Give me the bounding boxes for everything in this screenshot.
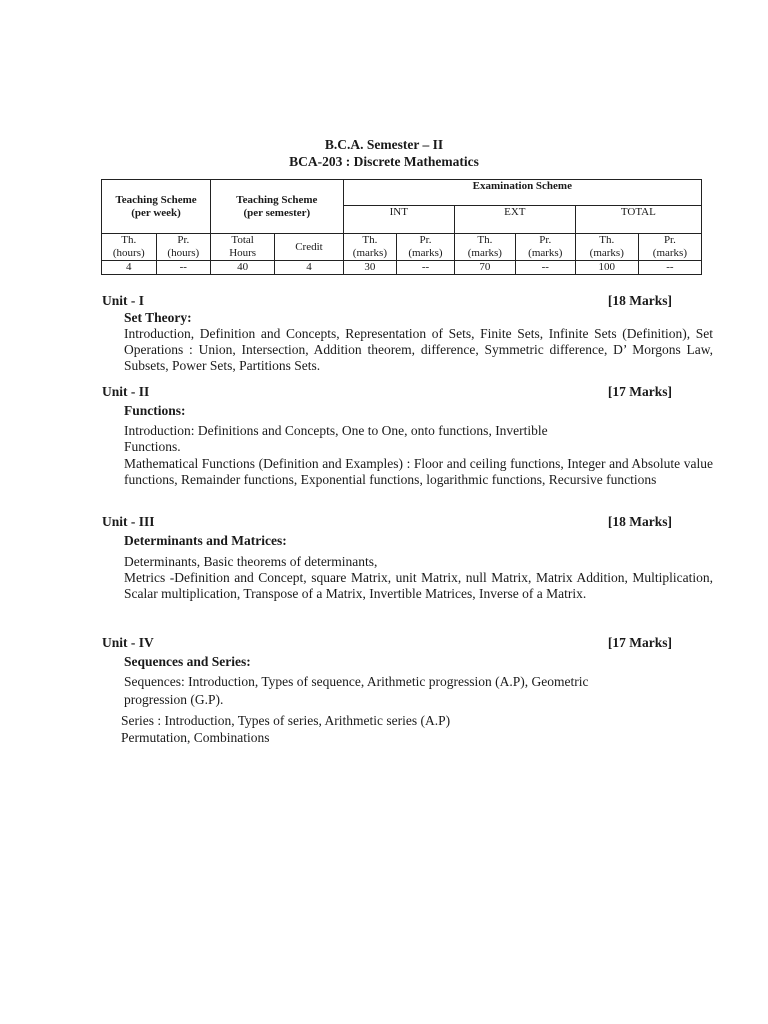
exam-scheme-header: Examination Scheme: [343, 180, 701, 206]
col-credit: Credit: [275, 234, 343, 261]
value-cell: --: [156, 261, 211, 275]
unit-4-line: Series : Introduction, Types of series, Arithmetic series (A.P): [121, 713, 451, 728]
scheme-table: [101, 179, 702, 275]
int-header: INT: [343, 206, 454, 234]
semester-title: B.C.A. Semester – II: [324, 137, 444, 152]
col-ext-th: Th. (marks): [454, 234, 515, 261]
unit-marks: [18 Marks]: [607, 514, 672, 529]
teaching-week-header: Teaching Scheme (per week): [102, 180, 211, 234]
unit-4-line: Permutation, Combinations: [121, 730, 270, 745]
total-header: TOTAL: [575, 206, 701, 234]
unit-3-topic: Determinants and Matrices:: [124, 533, 287, 548]
col-int-pr: Pr. (marks): [397, 234, 455, 261]
col-total-th: Th. (marks): [575, 234, 638, 261]
course-title: BCA-203 : Discrete Mathematics: [289, 154, 479, 169]
col-total-pr: Pr. (marks): [638, 234, 701, 261]
value-cell: 100: [575, 261, 638, 275]
unit-2-content: Mathematical Functions (Definition and Examples) : Floor and ceiling functions, Integer and Absolute value functions, Remainder functions, Exponential functions, logarithmic functions, Recursive functions: [124, 456, 713, 488]
col-int-th: Th. (marks): [343, 234, 396, 261]
unit-2-line: Introduction: Definitions and Concepts, One to One, onto functions, Invertible: [124, 423, 548, 438]
col-total-hours: Total Hours: [211, 234, 275, 261]
unit-3-line: Determinants, Basic theorems of determinants,: [124, 554, 378, 569]
ext-header: EXT: [454, 206, 575, 234]
unit-2-topic: Functions:: [124, 403, 186, 418]
value-cell: 4: [275, 261, 343, 275]
col-pr-hours: Pr. (hours): [156, 234, 211, 261]
unit-4-line: Sequences: Introduction, Types of sequence, Arithmetic progression (A.P), Geometric: [124, 674, 589, 689]
value-cell: 30: [343, 261, 396, 275]
value-cell: 4: [102, 261, 157, 275]
col-ext-pr: Pr. (marks): [515, 234, 575, 261]
unit-title: Unit - III: [102, 514, 155, 529]
unit-title: Unit - I: [102, 293, 145, 308]
unit-1-topic: Set Theory:: [124, 310, 192, 325]
col-th-hours: Th. (hours): [102, 234, 157, 261]
unit-3-heading: [102, 514, 672, 530]
unit-2-line: Functions.: [124, 439, 181, 454]
unit-3-content: Metrics -Definition and Concept, square Matrix, unit Matrix, null Matrix, Matrix Addition, Multiplication, Scalar multiplication, Transpose of a Matrix, Invertible Matrices, Inverse of a Matrix.: [124, 570, 713, 602]
value-cell: 70: [454, 261, 515, 275]
teaching-semester-header: Teaching Scheme (per semester): [211, 180, 344, 234]
unit-marks: [17 Marks]: [607, 384, 672, 399]
unit-2-heading: [102, 384, 672, 400]
unit-marks: [17 Marks]: [607, 635, 672, 650]
unit-marks: [18 Marks]: [607, 293, 672, 308]
unit-title: Unit - IV: [102, 635, 154, 650]
unit-title: Unit - II: [102, 384, 150, 399]
unit-4-heading: [102, 635, 672, 651]
unit-4-topic: Sequences and Series:: [124, 654, 251, 669]
unit-1-heading: [102, 293, 672, 309]
unit-4-line: progression (G.P).: [124, 692, 224, 707]
value-cell: --: [397, 261, 455, 275]
value-cell: 40: [211, 261, 275, 275]
unit-1-content: Introduction, Definition and Concepts, Representation of Sets, Finite Sets, Infinite Sets (Definition), Set Operations : Union, Intersection, Addition theorem, difference, Symmetric difference, D’ Morgons Law, Subsets, Power Sets, Partitions Sets.: [124, 326, 713, 374]
value-cell: --: [515, 261, 575, 275]
value-cell: --: [638, 261, 701, 275]
